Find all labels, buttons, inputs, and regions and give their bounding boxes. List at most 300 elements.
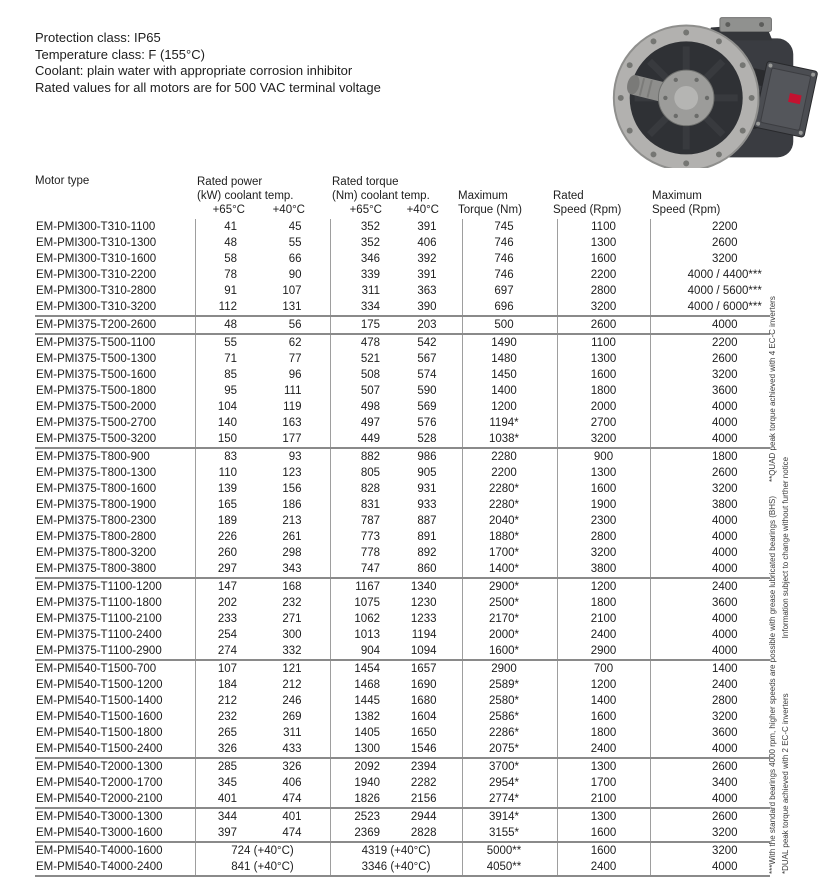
motor-type-cell: EM-PMI540-T2000-1700 [36, 777, 163, 789]
rated-speed-cell: 1300 [557, 351, 650, 367]
rated-power-65-cell: 285 [195, 758, 242, 775]
rated-torque-65-cell: 175 [330, 316, 385, 334]
col-header-torque-40: +40°C [406, 204, 439, 216]
motor-illustration [595, 8, 823, 168]
motor-type-cell: EM-PMI375-T800-1300 [36, 467, 157, 479]
rated-torque-40-cell: 986 [417, 451, 437, 463]
rated-speed-cell: 1300 [557, 808, 650, 825]
col-header-motor-type: Motor type [35, 175, 90, 187]
rated-torque-40-cell: 892 [417, 547, 437, 559]
motor-type-cell: EM-PMI375-T800-1600 [36, 483, 157, 495]
motor-type-cell: EM-PMI375-T1100-2400 [36, 629, 162, 641]
table-row [35, 513, 770, 529]
table-row [35, 415, 770, 431]
rated-power-40-cell: 96 [288, 369, 302, 381]
rated-torque-65-cell: 904 [330, 643, 385, 660]
rated-speed-cell: 2800 [557, 529, 650, 545]
rated-speed-cell: 2400 [557, 859, 650, 876]
motor-type-cell: EM-PMI300-T310-1100 [36, 221, 156, 233]
motor-type-cell: EM-PMI375-T1100-1200 [36, 581, 162, 593]
rated-power-65-cell: 95 [195, 383, 242, 399]
motor-spec-table [35, 175, 770, 877]
table-row [35, 643, 770, 660]
rated-torque-40-cell: 1650 [410, 727, 437, 739]
table-row [35, 545, 770, 561]
rated-torque-65-cell: 1382 [330, 709, 385, 725]
max-speed-cell: 2200 [650, 334, 770, 351]
rated-torque-65-cell: 773 [330, 529, 385, 545]
rated-power-40-cell: 177 [242, 431, 330, 448]
max-torque-cell: 4050** [462, 859, 557, 876]
rated-power-40-cell: 474 [242, 825, 330, 842]
rated-power-65-cell: 189 [195, 513, 242, 529]
table-row [35, 529, 770, 545]
rated-torque-40-cell: 1690 [410, 679, 437, 691]
rated-power-65-cell: 140 [195, 415, 242, 431]
footnote-dual-torque: *DUAL peak torque achieved with 2 EC-C inverters [781, 693, 790, 874]
rated-torque-65-cell: 2523 [330, 808, 385, 825]
rated-power-65-cell: 112 [195, 299, 242, 316]
rated-power-40-cell: 186 [282, 499, 302, 511]
table-row [35, 627, 770, 643]
rated-power-40-cell: 326 [282, 761, 302, 773]
col-header-rated-speed-unit: Speed (Rpm) [553, 204, 622, 216]
max-speed-cell: 3200 [650, 825, 770, 842]
rated-speed-cell: 1200 [557, 677, 650, 693]
rated-torque-cell: 4319 (+40°C) [330, 842, 462, 859]
rated-torque-40-cell: 528 [385, 431, 462, 448]
motor-type-cell: EM-PMI375-T800-1900 [36, 499, 157, 511]
rated-torque-65-cell: 787 [330, 513, 385, 529]
rated-speed-cell: 1300 [557, 465, 650, 481]
motor-type-cell: EM-PMI540-T2000-1300 [36, 761, 163, 773]
rated-power-40-cell: 66 [288, 253, 302, 265]
rated-torque-40-cell: 1604 [410, 711, 437, 723]
coolant-line: Coolant: plain water with appropriate corrosion inhibitor [35, 63, 353, 78]
rated-torque-65-cell: 497 [330, 415, 385, 431]
rated-torque-40-cell: 1194 [411, 629, 437, 641]
motor-type-cell: EM-PMI540-T3000-1300 [36, 811, 163, 823]
rated-torque-65-cell: 747 [330, 561, 385, 578]
rated-torque-40-cell: 2282 [410, 777, 437, 789]
max-torque-cell: 1400 [462, 383, 557, 399]
rated-torque-40-cell: 860 [385, 561, 462, 578]
rated-torque-40-cell: 203 [385, 316, 462, 334]
rated-speed-cell: 2700 [557, 415, 650, 431]
table-row [35, 351, 770, 367]
rated-torque-40-cell: 2828 [385, 825, 462, 842]
max-torque-cell: 5000** [462, 842, 557, 859]
motor-type-cell: EM-PMI375-T500-1300 [36, 353, 157, 365]
max-speed-cell: 2400 [650, 677, 770, 693]
max-torque-cell: 1490 [462, 334, 557, 351]
col-header-power-40: +40°C [272, 204, 305, 216]
rated-torque-40-cell: 391 [417, 221, 437, 233]
rated-torque-65-cell: 778 [330, 545, 385, 561]
motor-type-cell: EM-PMI375-T1100-1800 [36, 597, 162, 609]
col-header-power-unit: (kW) coolant temp. [197, 190, 294, 202]
rated-speed-cell: 2000 [557, 399, 650, 415]
rated-torque-40-cell: 1230 [410, 597, 437, 609]
max-speed-cell: 2200 [650, 219, 770, 235]
max-torque-cell: 500 [462, 316, 557, 334]
table-row [35, 725, 770, 741]
rated-speed-cell: 1800 [557, 725, 650, 741]
max-speed-cell: 4000 / 4400*** [650, 267, 770, 283]
rated-speed-cell: 2400 [557, 741, 650, 758]
max-torque-cell: 746 [462, 267, 557, 283]
rated-power-40-cell: 119 [283, 401, 302, 413]
table-row [35, 693, 770, 709]
table-row [35, 448, 770, 465]
rated-torque-40-cell: 1546 [385, 741, 462, 758]
rated-power-40-cell: 311 [283, 727, 302, 739]
rated-torque-40-cell: 390 [385, 299, 462, 316]
rated-speed-cell: 2100 [557, 611, 650, 627]
motor-type-cell: EM-PMI540-T4000-2400 [35, 859, 195, 876]
col-header-rated-torque: Rated torque [332, 176, 399, 188]
motor-type-cell: EM-PMI300-T310-3200 [35, 299, 195, 316]
rated-torque-40-cell: 567 [417, 353, 437, 365]
rated-power-65-cell: 232 [195, 709, 242, 725]
rated-torque-65-cell: 311 [330, 283, 385, 299]
max-torque-cell: 2075* [462, 741, 557, 758]
motor-type-cell: EM-PMI375-T500-3200 [35, 431, 195, 448]
rated-power-40-cell: 261 [282, 531, 302, 543]
rated-torque-65-cell: 882 [330, 448, 385, 465]
rated-torque-40-cell: 569 [417, 401, 437, 413]
max-torque-cell: 2040* [462, 513, 557, 529]
rated-torque-40-cell: 406 [417, 237, 437, 249]
max-speed-cell: 2600 [650, 465, 770, 481]
rated-speed-cell: 1600 [557, 842, 650, 859]
rated-torque-40-cell: 391 [417, 269, 437, 281]
rated-torque-40-cell: 392 [417, 253, 437, 265]
rated-torque-65-cell: 1013 [330, 627, 385, 643]
rated-speed-cell: 2800 [557, 283, 650, 299]
max-speed-cell: 4000 [650, 513, 770, 529]
col-header-rated-speed: Rated [553, 190, 584, 202]
rated-speed-cell: 3200 [557, 545, 650, 561]
max-speed-cell: 4000 / 6000*** [650, 299, 770, 316]
rated-speed-cell: 2300 [557, 513, 650, 529]
rated-speed-cell: 1100 [557, 219, 650, 235]
rated-torque-65-cell: 1445 [330, 693, 385, 709]
max-torque-cell: 1450 [462, 367, 557, 383]
rated-torque-65-cell: 805 [330, 465, 385, 481]
table-row [35, 431, 770, 448]
max-torque-cell: 2586* [462, 709, 557, 725]
col-header-max-torque: Maximum [458, 190, 508, 202]
col-header-torque-65: +65°C [349, 204, 382, 216]
rated-torque-65-cell: 1075 [330, 595, 385, 611]
rated-power-65-cell: 202 [195, 595, 242, 611]
rated-speed-cell: 2200 [557, 267, 650, 283]
footnote-quad-torque: **QUAD peak torque achieved with 4 EC-C inverters [768, 296, 777, 483]
col-header-max-speed: Maximum [652, 190, 702, 202]
motor-type-cell: EM-PMI540-T1500-700 [36, 663, 157, 675]
motor-type-cell: EM-PMI375-T500-2700 [36, 417, 157, 429]
rated-speed-cell: 3200 [557, 431, 650, 448]
rated-speed-cell: 1600 [557, 367, 650, 383]
motor-type-cell: EM-PMI375-T800-3800 [35, 561, 195, 578]
max-torque-cell: 745 [462, 219, 557, 235]
max-speed-cell: 4000 [650, 791, 770, 808]
rated-power-65-cell: 78 [195, 267, 242, 283]
max-speed-cell: 4000 [650, 545, 770, 561]
rated-speed-cell: 1600 [557, 481, 650, 497]
footnote-line-1 [768, 296, 777, 874]
rated-power-65-cell: 254 [195, 627, 242, 643]
max-speed-cell: 4000 [650, 643, 770, 660]
rated-power-65-cell: 150 [195, 431, 242, 448]
rated-torque-40-cell: 542 [417, 337, 437, 349]
rated-torque-65-cell: 1468 [330, 677, 385, 693]
max-torque-cell: 746 [462, 235, 557, 251]
rated-power-65-cell: 110 [195, 465, 242, 481]
rated-torque-65-cell: 352 [330, 219, 385, 235]
rated-power-65-cell: 226 [195, 529, 242, 545]
max-speed-cell: 3200 [650, 251, 770, 267]
table-row [35, 316, 770, 334]
rated-power-65-cell: 326 [195, 741, 242, 758]
rated-torque-40-cell: 2156 [385, 791, 462, 808]
rated-power-cell: 724 (+40°C) [195, 842, 330, 859]
max-torque-cell: 2000* [462, 627, 557, 643]
rated-speed-cell: 1400 [557, 693, 650, 709]
max-torque-cell: 2589* [462, 677, 557, 693]
rated-torque-40-cell: 576 [417, 417, 437, 429]
table-row [35, 334, 770, 351]
rated-torque-40-cell: 1233 [410, 613, 437, 625]
spec-table [35, 219, 770, 877]
rated-speed-cell: 3200 [557, 299, 650, 316]
max-torque-cell: 1038* [462, 431, 557, 448]
rated-power-40-cell: 90 [288, 269, 302, 281]
max-speed-cell: 3200 [650, 367, 770, 383]
rated-torque-65-cell: 346 [330, 251, 385, 267]
max-speed-cell: 2600 [650, 351, 770, 367]
max-speed-cell: 3600 [650, 595, 770, 611]
max-speed-cell: 4000 / 5600*** [650, 283, 770, 299]
rated-power-65-cell: 147 [195, 578, 242, 595]
rated-torque-65-cell: 2369 [330, 825, 385, 842]
max-torque-cell: 2280 [462, 448, 557, 465]
table-row [35, 251, 770, 267]
rated-speed-cell: 1300 [557, 235, 650, 251]
rated-power-40-cell: 474 [242, 791, 330, 808]
rated-torque-65-cell: 521 [330, 351, 385, 367]
rated-power-65-cell: 41 [195, 219, 242, 235]
rated-power-40-cell: 269 [282, 711, 302, 723]
rated-speed-cell: 1600 [557, 709, 650, 725]
max-speed-cell: 4000 [650, 431, 770, 448]
rated-torque-40-cell: 933 [417, 499, 437, 511]
rated-speed-cell: 2100 [557, 791, 650, 808]
footnote-bearings: ***With the standard bearings 4000 rpm, higher speeds are possible with grease lubricated bearings (BHS) [768, 496, 777, 874]
rated-torque-40-cell: 2944 [410, 811, 437, 823]
table-row [35, 758, 770, 775]
max-speed-cell: 1800 [650, 448, 770, 465]
rated-speed-cell: 1100 [557, 334, 650, 351]
motor-type-cell: EM-PMI540-T4000-1600 [36, 845, 163, 857]
rated-torque-40-cell: 891 [417, 531, 437, 543]
table-row [35, 299, 770, 316]
max-torque-cell: 2280* [462, 481, 557, 497]
rated-power-65-cell: 297 [195, 561, 242, 578]
rated-power-40-cell: 298 [282, 547, 302, 559]
rated-torque-65-cell: 1454 [330, 660, 385, 677]
motor-type-cell: EM-PMI375-T800-3200 [36, 547, 157, 559]
rated-power-65-cell: 233 [195, 611, 242, 627]
rated-power-40-cell: 131 [242, 299, 330, 316]
max-torque-cell: 3700* [462, 758, 557, 775]
rated-torque-65-cell: 508 [330, 367, 385, 383]
rated-speed-cell: 1800 [557, 595, 650, 611]
max-torque-cell: 746 [462, 251, 557, 267]
rated-power-65-cell: 397 [195, 825, 242, 842]
rated-speed-cell: 1200 [557, 578, 650, 595]
rated-torque-65-cell: 828 [330, 481, 385, 497]
table-row [35, 383, 770, 399]
max-torque-cell: 1880* [462, 529, 557, 545]
motor-type-cell: EM-PMI375-T500-1800 [36, 385, 157, 397]
motor-type-cell: EM-PMI540-T1500-1600 [36, 711, 163, 723]
rated-power-40-cell: 56 [242, 316, 330, 334]
table-header [35, 175, 770, 219]
max-speed-cell: 3600 [650, 725, 770, 741]
motor-type-cell: EM-PMI300-T310-1300 [36, 237, 157, 249]
motor-type-cell: EM-PMI540-T3000-1600 [35, 825, 195, 842]
rated-torque-40-cell: 590 [417, 385, 437, 397]
rated-power-65-cell: 184 [195, 677, 242, 693]
table-row [35, 791, 770, 808]
table-row [35, 235, 770, 251]
rated-power-40-cell: 212 [282, 679, 302, 691]
rated-power-65-cell: 344 [195, 808, 242, 825]
max-torque-cell: 2170* [462, 611, 557, 627]
max-speed-cell: 4000 [650, 627, 770, 643]
table-row [35, 775, 770, 791]
max-torque-cell: 2900 [462, 660, 557, 677]
max-torque-cell: 2286* [462, 725, 557, 741]
motor-type-cell: EM-PMI300-T310-2800 [36, 285, 157, 297]
max-torque-cell: 696 [462, 299, 557, 316]
rated-power-40-cell: 406 [282, 777, 302, 789]
table-row [35, 267, 770, 283]
max-torque-cell: 2200 [462, 465, 557, 481]
max-torque-cell: 1200 [462, 399, 557, 415]
rated-power-65-cell: 58 [195, 251, 242, 267]
motor-type-cell: EM-PMI300-T310-2200 [36, 269, 157, 281]
rated-power-40-cell: 332 [242, 643, 330, 660]
rated-power-65-cell: 212 [195, 693, 242, 709]
rated-torque-40-cell: 887 [417, 515, 437, 527]
rated-speed-cell: 1900 [557, 497, 650, 513]
col-header-max-torque-unit: Torque (Nm) [458, 204, 522, 216]
col-header-rated-power: Rated power [197, 176, 263, 188]
rated-power-65-cell: 265 [195, 725, 242, 741]
rated-power-40-cell: 107 [282, 285, 302, 297]
rated-torque-65-cell: 507 [330, 383, 385, 399]
rated-speed-cell: 2400 [557, 627, 650, 643]
rated-power-40-cell: 343 [242, 561, 330, 578]
max-speed-cell: 4000 [650, 415, 770, 431]
rated-torque-65-cell: 1167 [330, 578, 385, 595]
table-row [35, 741, 770, 758]
rated-speed-cell: 1600 [557, 251, 650, 267]
max-torque-cell: 1700* [462, 545, 557, 561]
rated-torque-40-cell: 2394 [410, 761, 437, 773]
rated-torque-40-cell: 1657 [410, 663, 437, 675]
rated-speed-cell: 1600 [557, 825, 650, 842]
max-speed-cell: 3600 [650, 383, 770, 399]
rated-torque-40-cell: 1680 [410, 695, 437, 707]
max-speed-cell: 3200 [650, 481, 770, 497]
max-torque-cell: 3914* [462, 808, 557, 825]
max-torque-cell: 1194* [462, 415, 557, 431]
rated-torque-40-cell: 363 [417, 285, 437, 297]
max-torque-cell: 2900* [462, 578, 557, 595]
motor-type-cell: EM-PMI375-T500-1600 [36, 369, 157, 381]
rated-power-40-cell: 123 [282, 467, 302, 479]
rated-power-cell: 841 (+40°C) [195, 859, 330, 876]
max-speed-cell: 2600 [650, 235, 770, 251]
motor-type-cell: EM-PMI375-T500-2000 [36, 401, 157, 413]
temperature-class-line: Temperature class: F (155°C) [35, 46, 205, 62]
rated-torque-65-cell: 1826 [330, 791, 385, 808]
spec-summary [35, 30, 381, 96]
max-speed-cell: 4000 [650, 859, 770, 876]
max-torque-cell: 2280* [462, 497, 557, 513]
table-row [35, 660, 770, 677]
rated-speed-cell: 2600 [557, 316, 650, 334]
rated-power-40-cell: 121 [282, 663, 302, 675]
table-row [35, 578, 770, 595]
bracket-bolt [759, 22, 764, 27]
rated-torque-40-cell: 931 [417, 483, 437, 495]
max-speed-cell: 4000 [650, 741, 770, 758]
table-row [35, 842, 770, 859]
rated-power-40-cell: 433 [242, 741, 330, 758]
rated-torque-40-cell: 905 [417, 467, 437, 479]
max-torque-cell: 2774* [462, 791, 557, 808]
rated-power-40-cell: 163 [282, 417, 302, 429]
rated-torque-65-cell: 1300 [330, 741, 385, 758]
rated-torque-65-cell: 339 [330, 267, 385, 283]
max-torque-cell: 2580* [462, 693, 557, 709]
max-torque-cell: 1400* [462, 561, 557, 578]
rated-power-40-cell: 156 [282, 483, 302, 495]
motor-type-cell: EM-PMI375-T500-1100 [36, 337, 156, 349]
motor-type-cell: EM-PMI540-T1500-1400 [36, 695, 163, 707]
rated-torque-40-cell: 1094 [385, 643, 462, 660]
table-row [35, 561, 770, 578]
rated-power-65-cell: 48 [195, 235, 242, 251]
rated-speed-cell: 3800 [557, 561, 650, 578]
rated-power-65-cell: 139 [195, 481, 242, 497]
rated-power-40-cell: 300 [282, 629, 302, 641]
max-speed-cell: 4000 [650, 561, 770, 578]
rated-power-65-cell: 345 [195, 775, 242, 791]
rated-torque-65-cell: 1062 [330, 611, 385, 627]
max-speed-cell: 2800 [650, 693, 770, 709]
rated-torque-65-cell: 352 [330, 235, 385, 251]
rated-torque-65-cell: 449 [330, 431, 385, 448]
table-row [35, 219, 770, 235]
table-row [35, 399, 770, 415]
table-row [35, 859, 770, 876]
